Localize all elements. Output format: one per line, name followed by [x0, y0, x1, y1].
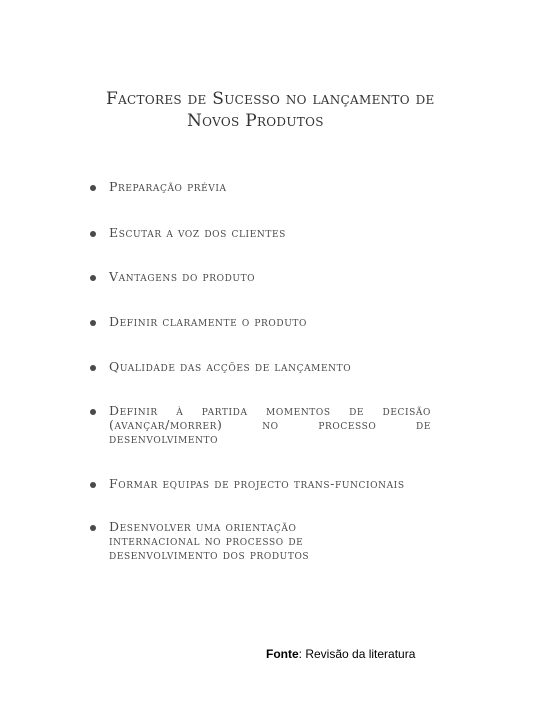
source-separator: : — [298, 647, 306, 661]
list-item-text: Preparação prévia — [109, 179, 227, 194]
page-title — [106, 88, 436, 132]
bullet-icon — [90, 185, 96, 191]
bullet-icon — [90, 409, 96, 415]
bullet-icon — [90, 320, 96, 326]
page-title-line-2: Novos Produtos — [187, 111, 324, 131]
list-item-cross-functional-teams — [90, 477, 440, 491]
source-label: Fonte — [266, 647, 299, 661]
bullet-icon — [90, 365, 96, 371]
bullet-icon — [90, 482, 96, 488]
list-item-text: Desenvolver uma orientação internacional no processo de desenvolvimento dos produtos — [109, 519, 310, 562]
bullet-icon — [90, 231, 96, 237]
list-item-text: Vantagens do produto — [109, 269, 256, 284]
list-item-text: Definir à partida momentos de decisão (avançar/morrer) no processo de desenvolvimento — [109, 403, 431, 446]
list-item-text: Formar equipas de projecto trans-funcionais — [109, 476, 405, 491]
page-title-line-1: Factores de Sucesso no lançamento de — [106, 89, 435, 109]
list-item-text: Escutar a voz dos clientes — [109, 225, 286, 240]
list-item-product-advantages — [90, 270, 440, 284]
bullet-icon — [90, 275, 96, 281]
list-item-define-product — [90, 315, 440, 329]
list-item-text: Qualidade das acções de lançamento — [109, 359, 352, 374]
source-text: Revisão da literatura — [305, 647, 416, 661]
list-item-voice-of-customer — [90, 226, 440, 240]
list-item-decision-points — [90, 404, 440, 446]
list-item-text: Definir claramente o produto — [109, 314, 307, 329]
list-item-launch-quality — [90, 360, 440, 374]
list-item-preparation — [90, 180, 440, 194]
bullet-icon — [90, 525, 96, 531]
source-citation — [266, 647, 415, 662]
list-item-international-orientation — [90, 520, 440, 562]
